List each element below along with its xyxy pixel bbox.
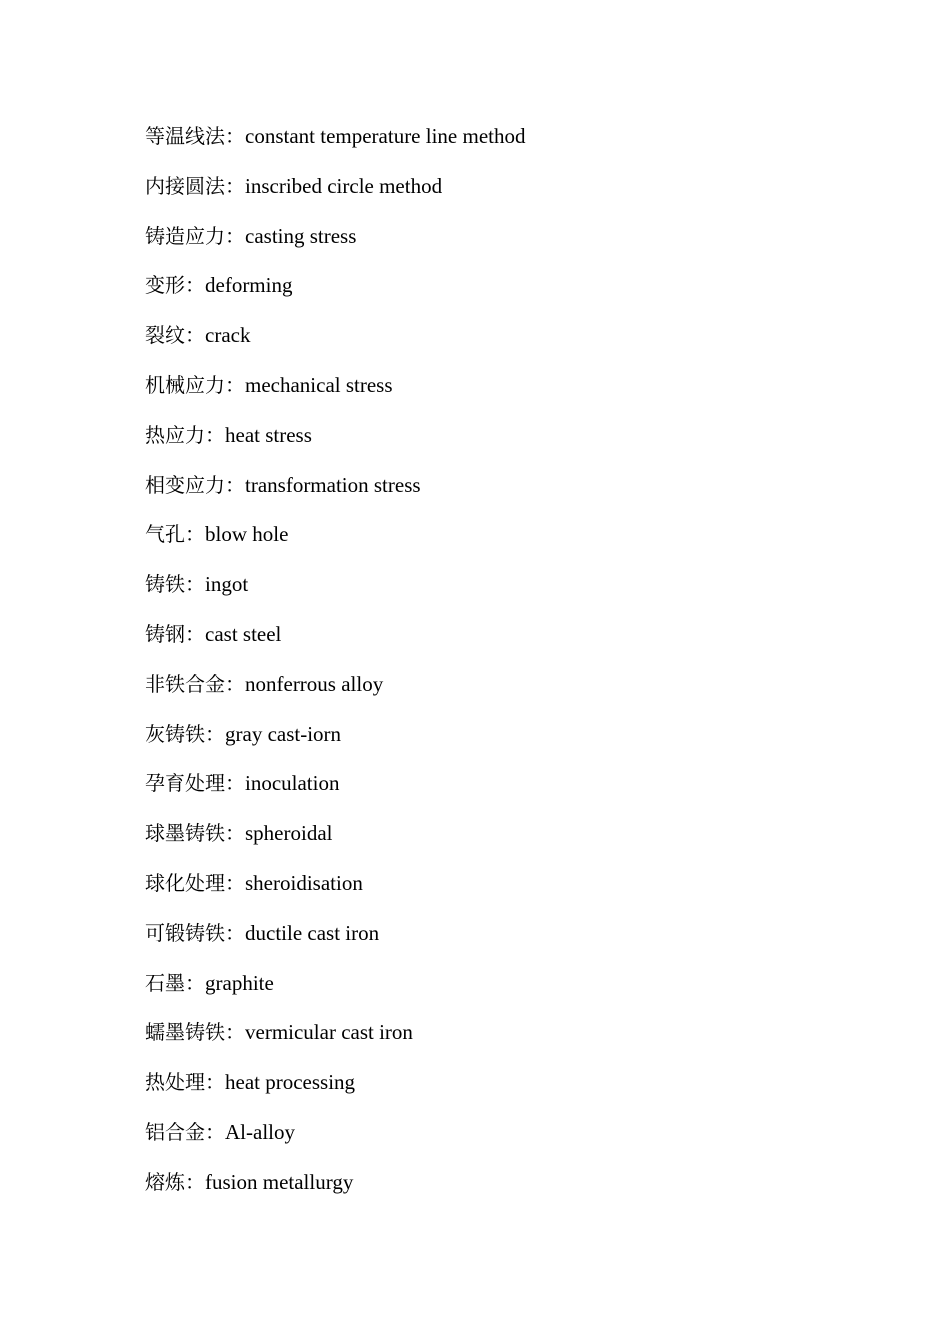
- term-english: inoculation: [245, 771, 340, 796]
- glossary-entry: [145, 1114, 526, 1164]
- term-chinese: 相变应力：: [145, 472, 245, 497]
- term-english: nonferrous alloy: [245, 671, 384, 696]
- term-chinese: 铝合金：: [145, 1119, 225, 1144]
- term-chinese: 蠕墨铸铁：: [145, 1020, 245, 1045]
- term-english: crack: [205, 323, 251, 348]
- glossary-entry: [145, 865, 526, 915]
- term-chinese: 机械应力：: [145, 372, 245, 397]
- term-english: ductile cast iron: [245, 920, 380, 945]
- term-english: ingot: [205, 572, 249, 597]
- term-english: deforming: [205, 273, 293, 298]
- term-english: sheroidisation: [245, 870, 363, 895]
- glossary-entry: [145, 516, 526, 566]
- term-chinese: 裂纹：: [145, 323, 205, 348]
- glossary-entry: [145, 965, 526, 1015]
- term-chinese: 铸造应力：: [145, 223, 245, 248]
- glossary-entry: [145, 168, 526, 218]
- term-chinese: 灰铸铁：: [145, 721, 225, 746]
- glossary-entry: [145, 267, 526, 317]
- term-english: spheroidal: [245, 821, 333, 846]
- glossary-entry: [145, 765, 526, 815]
- glossary-entry: [145, 1014, 526, 1064]
- term-chinese: 变形：: [145, 273, 205, 298]
- term-english: gray cast-iorn: [225, 721, 342, 746]
- term-english: heat processing: [225, 1070, 356, 1095]
- term-chinese: 热处理：: [145, 1070, 225, 1095]
- term-chinese: 球化处理：: [145, 870, 245, 895]
- term-chinese: 可锻铸铁：: [145, 920, 245, 945]
- term-english: mechanical stress: [245, 372, 393, 397]
- term-chinese: 等温线法：: [145, 124, 245, 148]
- glossary-entry: [145, 118, 526, 168]
- term-chinese: 石墨：: [145, 970, 205, 995]
- glossary-list: [145, 118, 526, 1214]
- glossary-entry: [145, 815, 526, 865]
- term-english: casting stress: [245, 223, 357, 248]
- glossary-entry: [145, 566, 526, 616]
- term-english: constant temperature line method: [245, 124, 526, 148]
- glossary-entry: [145, 1064, 526, 1114]
- glossary-entry: [145, 367, 526, 417]
- glossary-entry: [145, 1164, 526, 1214]
- term-chinese: 孕育处理：: [145, 771, 245, 796]
- term-chinese: 内接圆法：: [145, 173, 245, 198]
- term-english: blow hole: [205, 522, 289, 547]
- term-english: fusion metallurgy: [205, 1169, 354, 1194]
- term-chinese: 铸钢：: [145, 621, 205, 646]
- glossary-entry: [145, 666, 526, 716]
- term-chinese: 气孔：: [145, 522, 205, 547]
- glossary-entry: [145, 467, 526, 517]
- term-english: graphite: [205, 970, 274, 995]
- glossary-entry: [145, 716, 526, 766]
- term-english: vermicular cast iron: [245, 1020, 413, 1045]
- term-english: Al-alloy: [225, 1119, 295, 1144]
- glossary-entry: [145, 317, 526, 367]
- term-chinese: 热应力：: [145, 422, 225, 447]
- term-chinese: 熔炼：: [145, 1169, 205, 1194]
- glossary-entry: [145, 417, 526, 467]
- term-english: heat stress: [225, 422, 312, 447]
- term-chinese: 球墨铸铁：: [145, 821, 245, 846]
- term-english: inscribed circle method: [245, 173, 443, 198]
- term-english: transformation stress: [245, 472, 421, 497]
- glossary-entry: [145, 915, 526, 965]
- term-chinese: 非铁合金：: [145, 671, 245, 696]
- glossary-entry: [145, 616, 526, 666]
- term-english: cast steel: [205, 621, 282, 646]
- term-chinese: 铸铁：: [145, 572, 205, 597]
- glossary-entry: [145, 218, 526, 268]
